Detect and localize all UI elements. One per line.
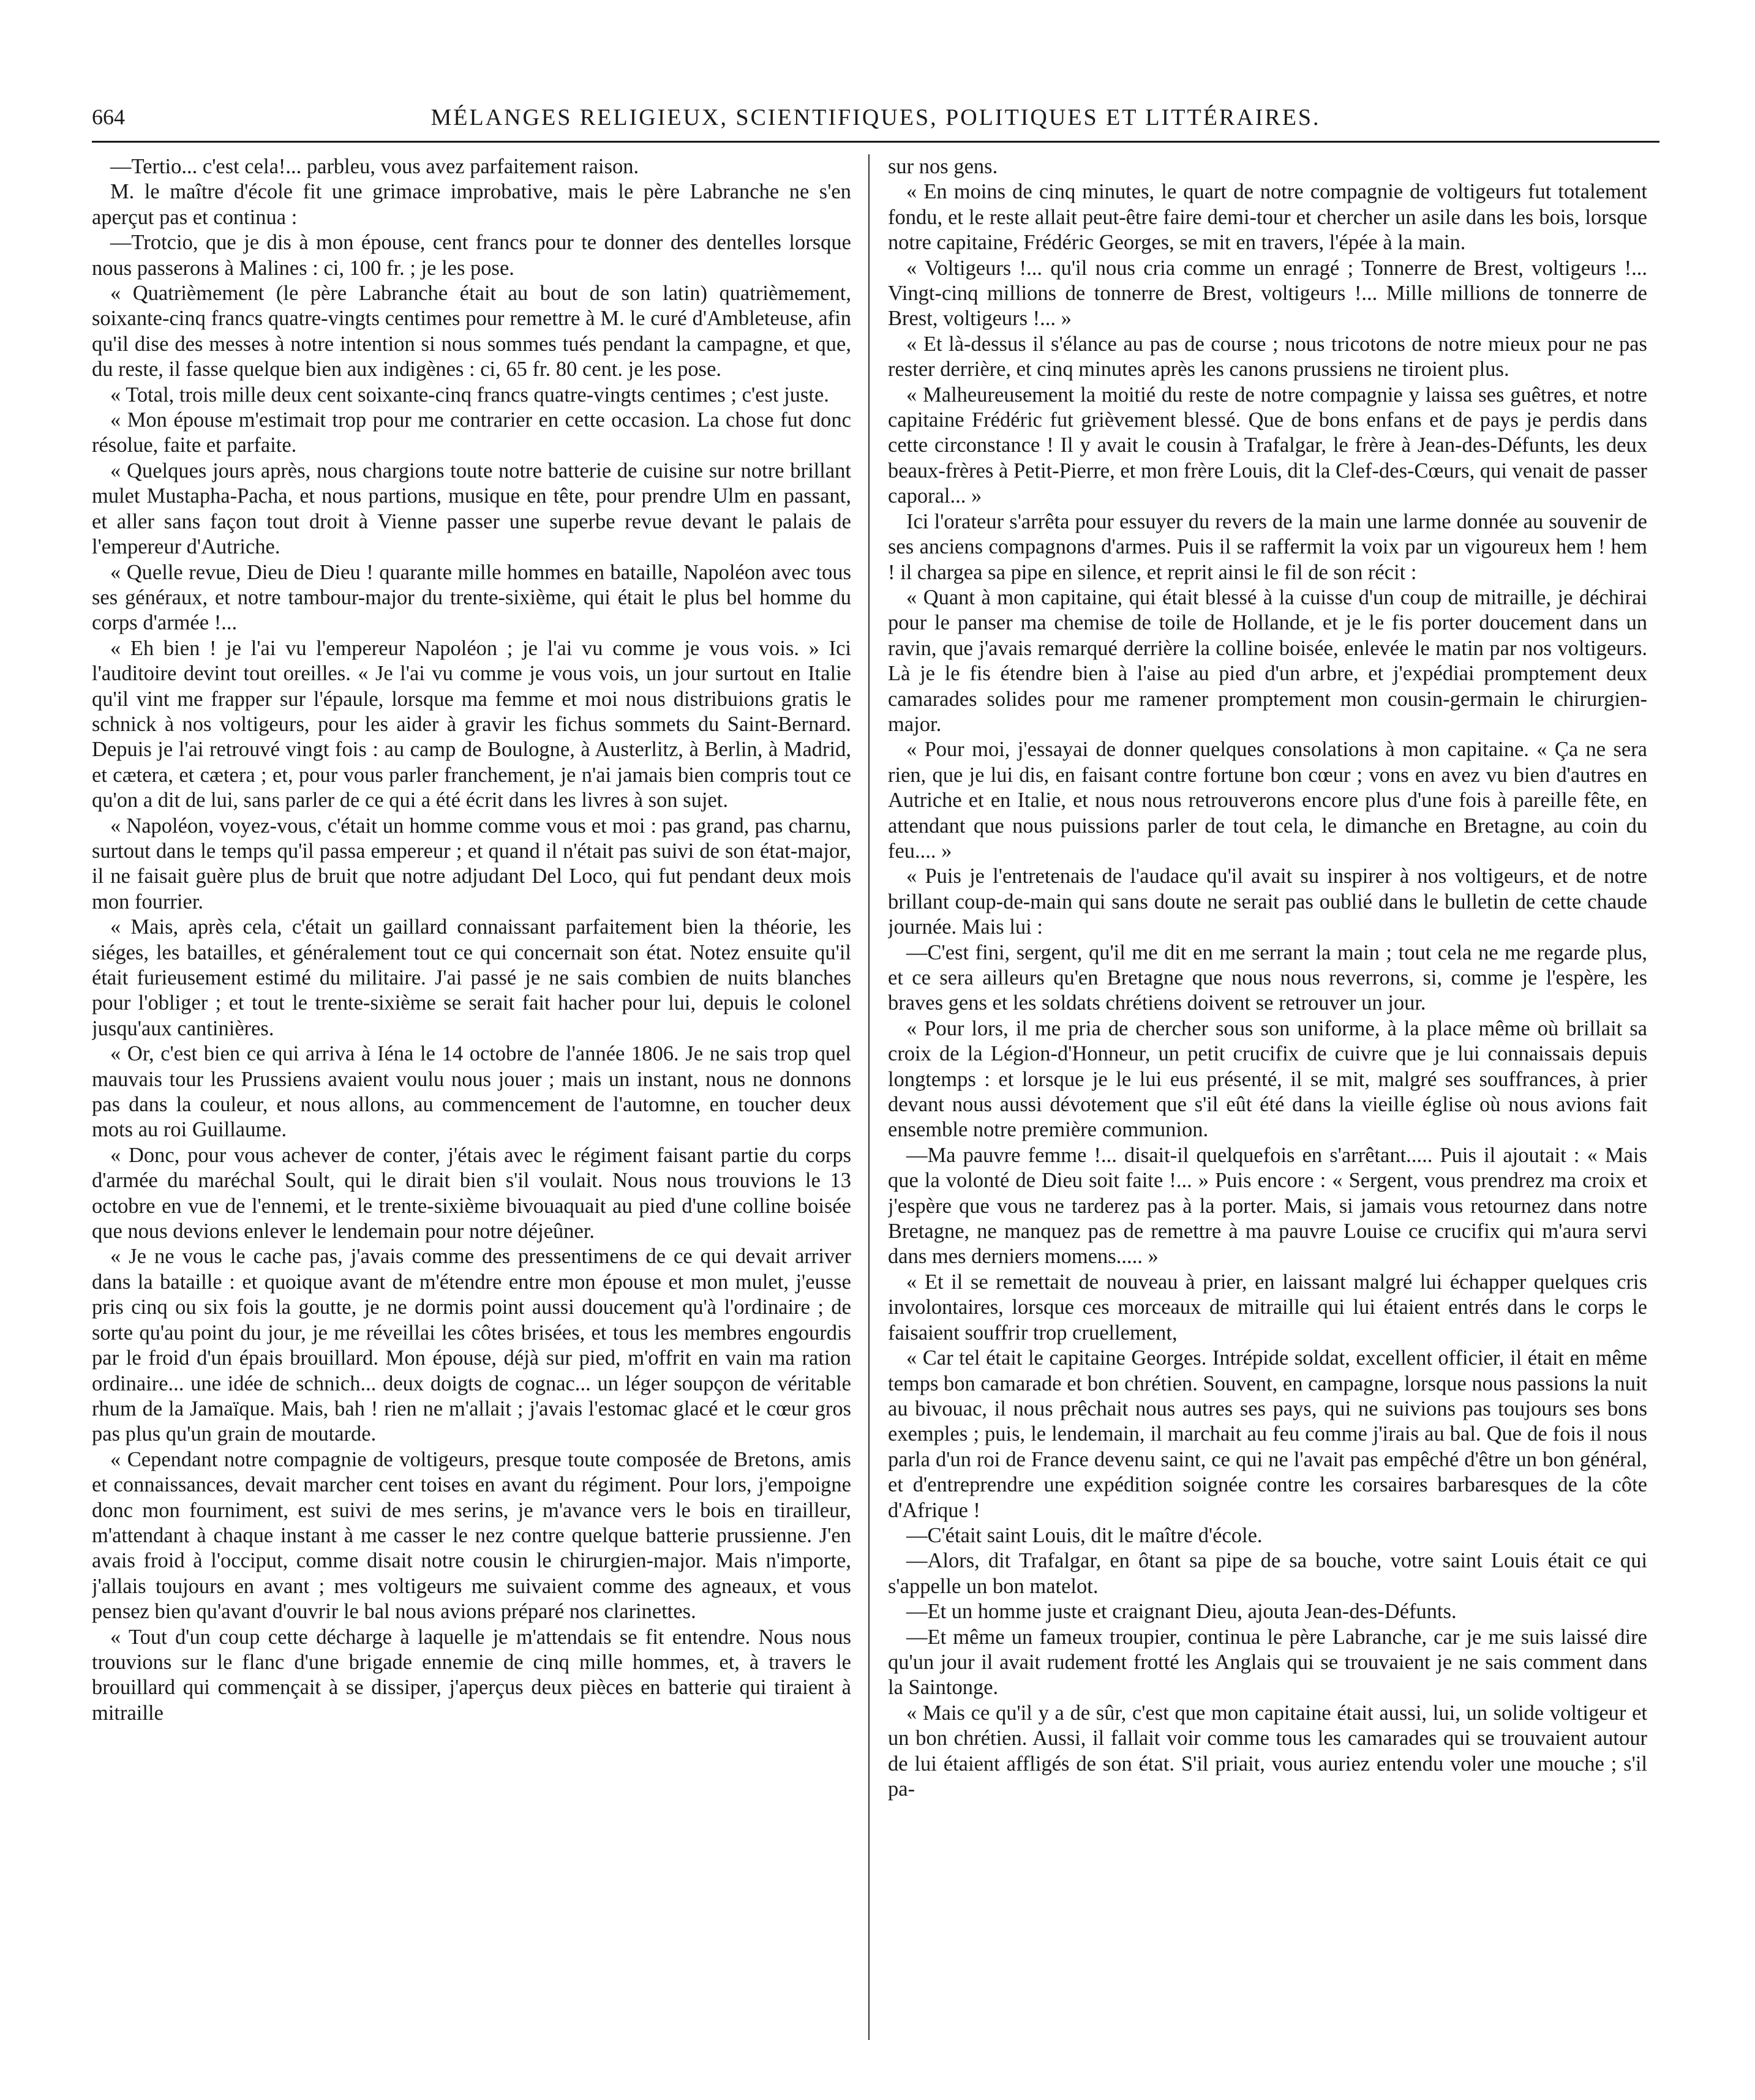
paragraph: Ici l'orateur s'arrêta pour essuyer du revers de la main une larme donnée au souvenir de ses anciens compagnons d'armes. Puis il se raffermit la voix par un vigoureux hem ! hem ! il chargea sa pipe en silence, et reprit ainsi le fil de son récit : <box>888 509 1647 584</box>
paragraph: « Quant à mon capitaine, qui était blessé à la cuisse d'un coup de mitraille, je déchirai pour le panser ma chemise de toile de Hollande, et je le fis porter doucement dans un ravin, que j'avais remarqué derrière la colline boisée, enlevée le matin par nos voltigeurs. Là je le fis étendre bien à l'aise au pied d'un arbre, et j'expédiai promptement deux camarades solides pour me ramener promptement mon cousin-germain le chirurgien-major. <box>888 585 1647 736</box>
paragraph: « Napoléon, voyez-vous, c'était un homme comme vous et moi : pas grand, pas charnu, surtout dans le temps qu'il passa empereur ; et quand il n'était pas suivi de son état-major, il ne faisait guère plus de bruit que notre adjudant Del Loco, qui fut pendant deux mois mon fourrier. <box>92 814 851 913</box>
paragraph: « Malheureusement la moitié du reste de notre compagnie y laissa ses guêtres, et notre capitaine Frédéric fut grièvement blessé. Que de bons enfans et de pays je perdis dans cette circonstance ! Il y avait le cousin à Trafalgar, le frère à Jean-des-Défunts, les deux beaux-frères à Petit-Pierre, et mon frère Louis, dit la Clef-des-Cœurs, qui venait de passer caporal... » <box>888 383 1647 508</box>
paragraph: « Et là-dessus il s'élance au pas de course ; nous tricotons de notre mieux pour ne pas rester derrière, et cinq minutes après les canons prussiens ne tiroient plus. <box>888 332 1647 381</box>
page-number: 664 <box>92 105 125 129</box>
paragraph: « Quelle revue, Dieu de Dieu ! quarante mille hommes en bataille, Napoléon avec tous ses généraux, et notre tambour-major du trente-sixième, qui était le plus bel homme du corps d'armée !... <box>92 560 851 635</box>
paragraph: « Tout d'un coup cette décharge à laquelle je m'attendais se fit entendre. Nous nous trouvions sur le flanc d'une brigade ennemie de cinq mille hommes, et, à travers le brouillard qui commençait à se dissiper, j'aperçus deux pièces en batterie qui tiraient à mitraille <box>92 1625 851 1725</box>
paragraph: « Or, c'est bien ce qui arriva à Iéna le 14 octobre de l'année 1806. Je ne sais trop quel mauvais tour les Prussiens avaient voulu nous jouer ; mais un instant, nous ne donnons pas dans la couleur, et nous allons, au commencement de l'automne, en toucher deux mots au roi Guillaume. <box>92 1042 851 1142</box>
paragraph: —Trotcio, que je dis à mon épouse, cent francs pour te donner des dentelles lorsque nous passerons à Malines : ci, 100 fr. ; je les pose. <box>92 231 851 280</box>
text-columns <box>92 154 1659 2045</box>
paragraph: « Voltigeurs !... qu'il nous cria comme un enragé ; Tonnerre de Brest, voltigeurs !... Vingt-cinq millions de tonnerre de Brest, voltigeurs !... Mille millions de tonnerre de Brest, voltigeurs !... » <box>888 256 1647 331</box>
paragraph: « Quelques jours après, nous chargions toute notre batterie de cuisine sur notre brillant mulet Mustapha-Pacha, et nous partions, musique en tête, pour prendre Ulm en passant, et aller sans façon tout droit à Vienne passer une superbe revue devant le palais de l'empereur d'Autriche. <box>92 459 851 559</box>
paragraph: —C'était saint Louis, dit le maître d'école. <box>906 1523 1263 1547</box>
paragraph: « Pour lors, il me pria de chercher sous son uniforme, à la place même où brillait sa croix de la Légion-d'Honneur, un petit crucifix de cuivre que je lui connaissais depuis longtemps : et lorsque je le lui eus présenté, il se mit, malgré ses souffrances, à prier devant nous aussi dévotement que s'il eût été dans la vieille église où nous avions fait ensemble notre première communion. <box>888 1016 1647 1142</box>
paragraph: « Je ne vous le cache pas, j'avais comme des pressentimens de ce qui devait arriver dans la bataille : et quoique avant de m'étendre entre mon épouse et mon mulet, j'eusse pris cinq ou six fois la goutte, je ne dormis point aussi doucement qu'à l'ordinaire ; de sorte qu'au point du jour, je me réveillai les côtes brisées, et tous les membres engourdis par le froid d'un épais brouillard. Mon épouse, déjà sur pied, m'offrit en vain ma ration ordinaire... une idée de schnich... deux doigts de cognac... un léger soupçon de véritable rhum de la Jamaïque. Mais, bah ! rien ne m'allait ; j'avais l'estomac glacé et le cœur gros pas plus qu'un grain de moutarde. <box>92 1245 851 1446</box>
paragraph: sur nos gens. <box>888 155 998 178</box>
paragraph: « Quatrièmement (le père Labranche était au bout de son latin) quatrièmement, soixante-cinq francs quatre-vingts centimes pour remettre à M. le curé d'Ambleteuse, afin qu'il dise des messes à notre intention si nous sommes tués pendant la campagne, et que, du reste, il fasse quelque bien aux indigènes : ci, 65 fr. 80 cent. je les pose. <box>92 282 851 381</box>
paragraph: —Et même un fameux troupier, continua le père Labranche, car je me suis laissé dire qu'un jour il avait rudement frotté les Anglais qui se trouvaient je ne sais comment dans la Saintonge. <box>888 1625 1647 1700</box>
paragraph: « Car tel était le capitaine Georges. Intrépide soldat, excellent officier, il était en même temps bon camarade et bon chrétien. Souvent, en campagne, lorsque nous passions la nuit au bivouac, il nous prêchait nous autres ses pays, qui ne suivions pas toujours ses bons exemples ; puis, le lendemain, il marchait au feu comme j'irais au bal. Que de fois il nous parla d'un roi de France devenu saint, ce qui ne l'avait pas empêché d'être un bon général, et d'entreprendre une expédition soignée contre les corsaires barbaresques de la côte d'Afrique ! <box>888 1346 1647 1522</box>
paragraph: « Total, trois mille deux cent soixante-cinq francs quatre-vingts centimes ; c'est juste. <box>110 383 829 407</box>
paragraph: « En moins de cinq minutes, le quart de notre compagnie de voltigeurs fut totalement fondu, et le reste allait peut-être faire demi-tour et chercher un asile dans les bois, lorsque notre capitaine, Frédéric Georges, se mit en travers, l'épée à la main. <box>888 180 1647 255</box>
paragraph: « Donc, pour vous achever de conter, j'étais avec le régiment faisant partie du corps d'armée du maréchal Soult, qui le dirait bien s'il voulait. Nous nous trouvions le 13 octobre en vue de l'ennemi, et le trente-sixième bivouaquait au pied d'une colline boisée que nous devions enlever le lendemain pour notre déjeûner. <box>92 1143 851 1243</box>
paragraph: —C'est fini, sergent, qu'il me dit en me serrant la main ; tout cela ne me regarde plus, et ce sera ailleurs qu'en Bretagne que nous nous reverrons, si, comme je l'espère, les braves gens et les soldats chrétiens doivent se retrouver un jour. <box>888 940 1647 1015</box>
page-header <box>92 98 1659 143</box>
paragraph: « Puis je l'entretenais de l'audace qu'il avait su inspirer à nos voltigeurs, et de notre brillant coup-de-main qui sans doute ne serait pas oublié dans le bulletin de cette chaude journée. Mais lui : <box>888 864 1647 939</box>
paragraph: « Mon épouse m'estimait trop pour me contrarier en cette occasion. La chose fut donc résolue, faite et parfaite. <box>92 408 851 457</box>
paragraph: —Ma pauvre femme !... disait-il quelquefois en s'arrêtant..... Puis il ajoutait : « Mais que la volonté de Dieu soit faite !... » Puis encore : « Sergent, vous prendrez ma croix et j'espère que vous ne tarderez pas à la porter. Mais, si jamais vous retournez dans notre Bretagne, ne manquez pas de remettre à ma pauvre Louise ce crucifix qui m'aura servi dans mes derniers momens..... » <box>888 1143 1647 1269</box>
paragraph: M. le maître d'école fit une grimace improbative, mais le père Labranche ne s'en aperçut pas et continua : <box>92 180 851 229</box>
paragraph: « Mais ce qu'il y a de sûr, c'est que mon capitaine était aussi, lui, un solide voltigeur et un bon chrétien. Aussi, il fallait voir comme tous les camarades qui se trouvaient autour de lui étaient affligés de son état. S'il priait, vous auriez entendu voler une mouche ; s'il pa- <box>888 1701 1647 1801</box>
paragraph: « Et il se remettait de nouveau à prier, en laissant malgré lui échapper quelques cris involontaires, lorsque ces morceaux de mitraille qui lui étaient entrés dans le corps le faisaient souffrir trop cruellement, <box>888 1270 1647 1344</box>
right-column <box>888 154 1647 2040</box>
paragraph: —Alors, dit Trafalgar, en ôtant sa pipe de sa bouche, votre saint Louis était ce qui s'appelle un bon matelot. <box>888 1549 1647 1598</box>
newspaper-page <box>92 98 1659 2045</box>
paragraph: « Mais, après cela, c'était un gaillard connaissant parfaitement bien la théorie, les siéges, les batailles, et généralement tout ce qui concernait son état. Notez ensuite qu'il était furieusement estimé du militaire. J'ai passé je ne sais combien de nuits blanches pour l'obliger ; et tout le trente-sixième se serait fait hacher pour lui, depuis le colonel jusqu'aux cantinières. <box>92 915 851 1040</box>
paragraph: —Et un homme juste et craignant Dieu, ajouta Jean-des-Défunts. <box>906 1600 1457 1624</box>
paragraph: « Pour moi, j'essayai de donner quelques consolations à mon capitaine. « Ça ne sera rien, que je lui dis, en faisant contre fortune bon cœur ; vons en avez vu bien d'autres en Autriche et en Italie, et nous nous retrouverons encore plus d'une fois à pareille fête, en attendant que nous puissions parler de tout cela, le dimanche en Bretagne, au coin du feu.... » <box>888 738 1647 863</box>
running-title: MÉLANGES RELIGIEUX, SCIENTIFIQUES, POLITIQUES ET LITTÉRAIRES. <box>430 105 1321 130</box>
paragraph: —Tertio... c'est cela!... parbleu, vous avez parfaitement raison. <box>110 155 639 178</box>
paragraph: « Eh bien ! je l'ai vu l'empereur Napoléon ; je l'ai vu comme je vous vois. » Ici l'auditoire devint tout oreilles. « Je l'ai vu comme je vous vois, un jour surtout en Italie qu'il vint me frapper sur l'épaule, lorsque ma femme et moi nous distribuions gratis le schnick à nos voltigeurs, pour les aider à gravir les fichus sommets du Saint-Bernard. Depuis je l'ai retrouvé vingt fois : au camp de Boulogne, à Austerlitz, à Berlin, à Madrid, et cætera, et cætera ; et, pour vous parler franchement, je n'ai jamais bien compris tout ce qu'on a dit de lui, sans parler de ce qui a été écrit dans les livres à son sujet. <box>92 636 851 812</box>
paragraph: « Cependant notre compagnie de voltigeurs, presque toute composée de Bretons, amis et connaissances, devait marcher cent toises en avant du régiment. Pour lors, j'empoigne donc mon fourniment, est suivi de mes serins, je m'avance vers le bois en tirailleur, m'attendant à chaque instant à me casser le nez contre quelque batterie prussienne. J'en avais froid à l'occiput, comme disait notre cousin le chirurgien-major. Mais n'importe, j'allais toujours en avant ; mes voltigeurs me suivaient comme des agneaux, et vous pensez bien qu'avant d'ouvrir le bal nous avions préparé nos clarinettes. <box>92 1447 851 1624</box>
column-rule <box>868 154 870 2040</box>
left-column <box>92 154 851 2040</box>
